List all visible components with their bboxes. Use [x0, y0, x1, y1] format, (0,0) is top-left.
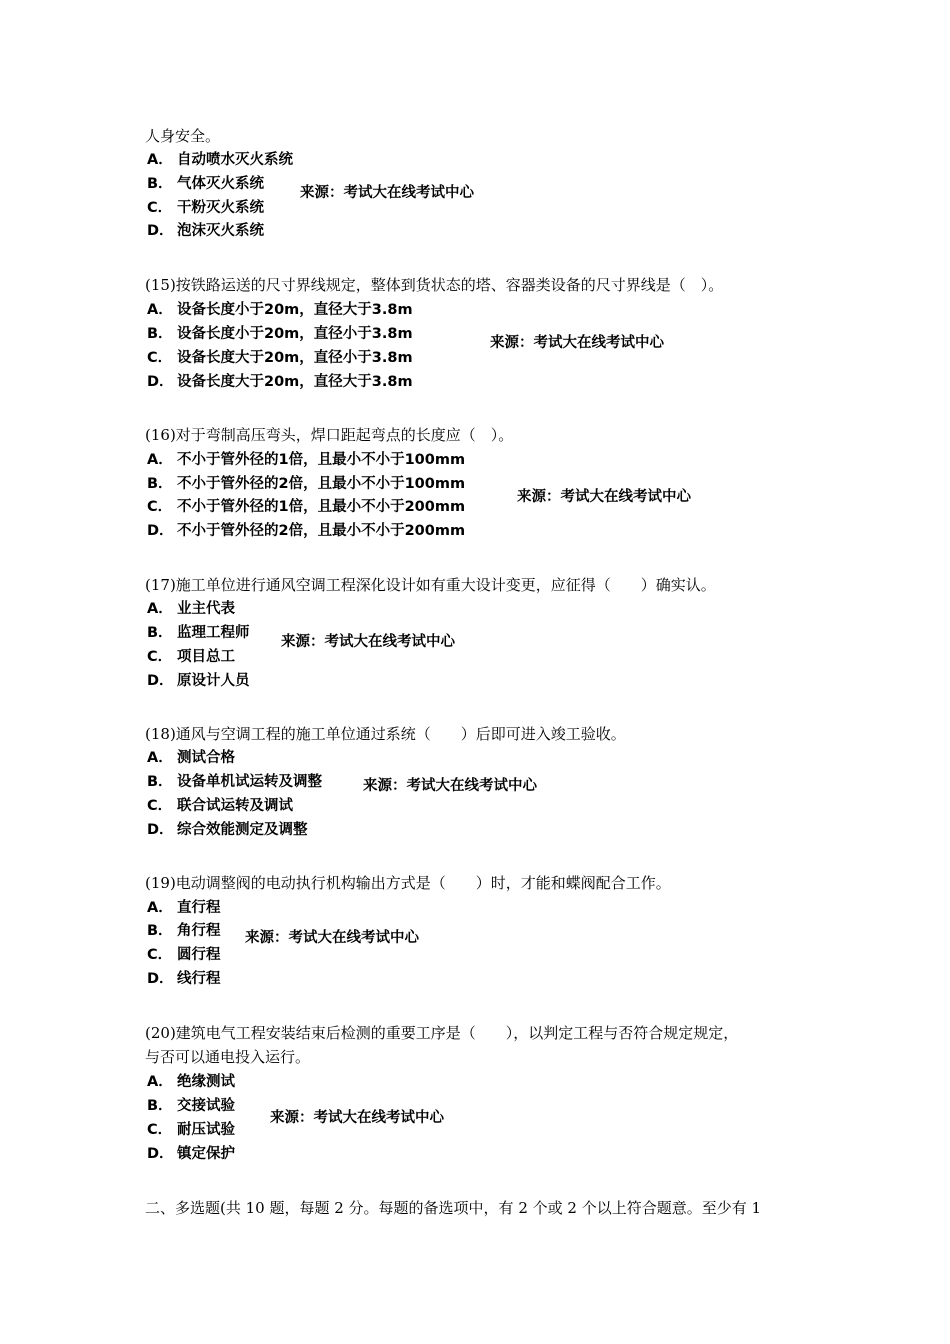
source-label: 来源：考试大在线考试中心: [363, 778, 537, 794]
option-c: C． 联合试运转及调试: [147, 798, 293, 814]
source-label: 来源：考试大在线考试中心: [245, 930, 419, 946]
option-c: C． 项目总工: [147, 649, 235, 665]
question-stem: (20)建筑电气工程安装结束后检测的重要工序是（ ），以判定工程与否符合规定规定，: [145, 1024, 739, 1042]
question-stem: (18)通风与空调工程的施工单位通过系统（ ）后即可进入竣工验收。: [145, 725, 626, 743]
source-label: 来源：考试大在线考试中心: [490, 335, 664, 351]
q14-option-c: C． 干粉灭火系统: [147, 200, 264, 216]
source-label: 来源：考试大在线考试中心: [270, 1110, 444, 1126]
source-label: 来源：考试大在线考试中心: [281, 634, 455, 650]
option-a: A． 直行程: [147, 900, 221, 916]
q14-option-d: D． 泡沫灭火系统: [147, 223, 264, 239]
option-a: A． 绝缘测试: [147, 1074, 235, 1090]
option-b: B． 设备长度小于20m，直径小于3.8m: [147, 326, 413, 342]
option-b: B． 交接试验: [147, 1098, 235, 1114]
question-stem-continued: 与否可以通电投入运行。: [145, 1048, 311, 1066]
option-a: A． 业主代表: [147, 601, 235, 617]
question-stem: (19)电动调整阀的电动执行机构输出方式是（ ）时，才能和蝶阀配合工作。: [145, 874, 671, 892]
source-label: 来源：考试大在线考试中心: [300, 185, 474, 201]
option-b: B． 不小于管外径的2倍，且最小不小于100mm: [147, 476, 466, 492]
q14-option-a: A． 自动喷水灭火系统: [147, 152, 293, 168]
option-c: C． 耐压试验: [147, 1122, 235, 1138]
option-b: B． 监理工程师: [147, 625, 250, 641]
question-stem: (15)按铁路运送的尺寸界线规定，整体到货状态的塔、容器类设备的尺寸界线是（ ）。: [145, 276, 724, 294]
option-c: C． 设备长度大于20m，直径小于3.8m: [147, 350, 413, 366]
question-stem: (16)对于弯制高压弯头，焊口距起弯点的长度应（ ）。: [145, 426, 514, 444]
option-d: D． 不小于管外径的2倍，且最小不小于200mm: [147, 523, 466, 539]
option-c: C． 不小于管外径的1倍，且最小不小于200mm: [147, 499, 466, 515]
section-heading: 二、多选题(共 10 题，每题 2 分。每题的备选项中，有 2 个或 2 个以上符合题意。至少有 1: [145, 1199, 762, 1217]
option-d: D． 设备长度大于20m，直径大于3.8m: [147, 374, 413, 390]
option-a: A． 测试合格: [147, 750, 235, 766]
source-label: 来源：考试大在线考试中心: [517, 489, 691, 505]
option-d: D． 镇定保护: [147, 1146, 235, 1162]
q14-option-b: B． 气体灭火系统: [147, 176, 264, 192]
option-b: B． 角行程: [147, 923, 221, 939]
option-a: A． 设备长度小于20m，直径大于3.8m: [147, 302, 413, 318]
question-stem: (17)施工单位进行通风空调工程深化设计如有重大设计变更，应征得（ ）确实认。: [145, 576, 716, 594]
option-c: C． 圆行程: [147, 947, 221, 963]
option-d: D． 原设计人员: [147, 673, 250, 689]
option-d: D． 线行程: [147, 971, 221, 987]
intro-text: 人身安全。: [145, 127, 221, 145]
option-d: D． 综合效能测定及调整: [147, 822, 308, 838]
option-a: A． 不小于管外径的1倍，且最小不小于100mm: [147, 452, 466, 468]
option-b: B． 设备单机试运转及调整: [147, 774, 322, 790]
